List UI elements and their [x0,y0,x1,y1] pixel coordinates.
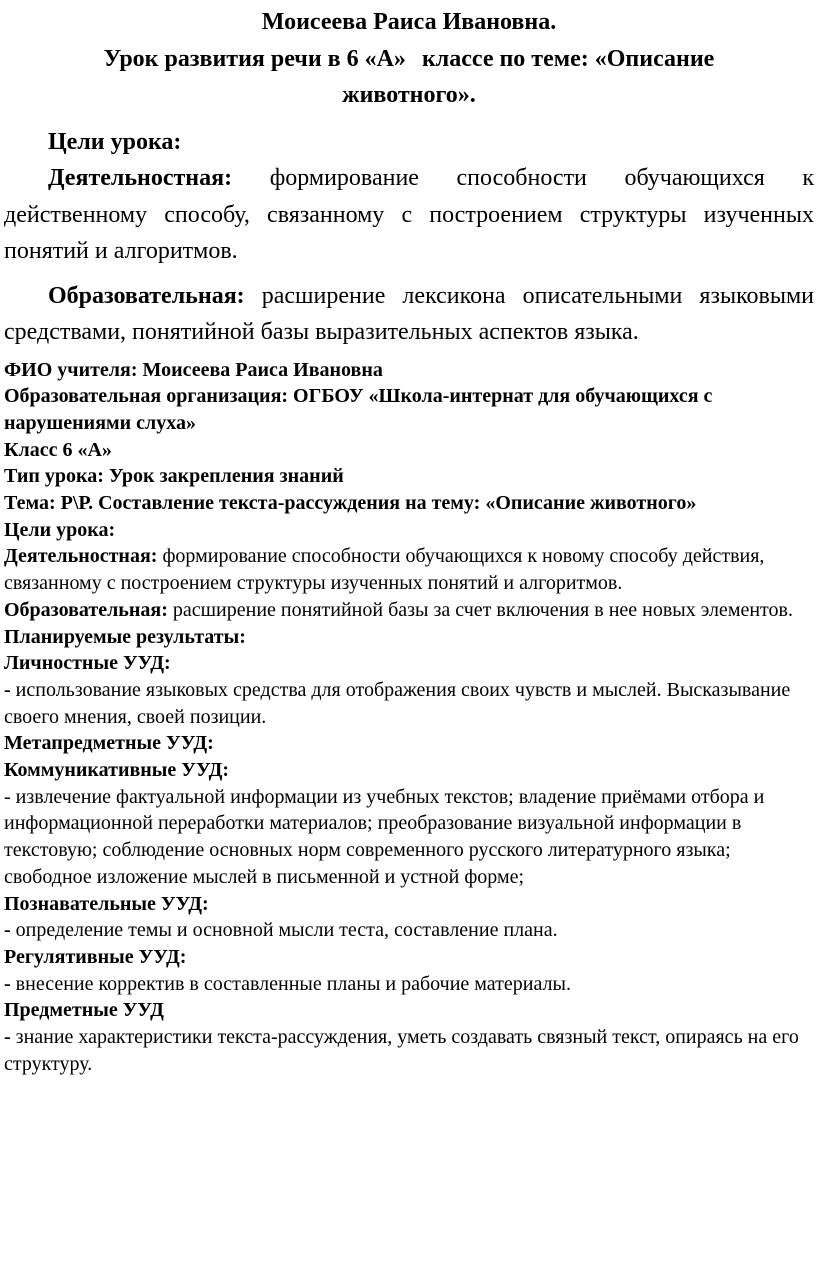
card-activity-text: формирование способности обучающихся к новому способу действия, связанному с построением структуры изученных понятий и алгоритмов. [4,545,765,595]
cog-uud-body: определение темы и основной мысли теста, составление плана. [10,919,558,942]
document-page [0,4,816,1287]
personal-uud-text [4,677,814,730]
lesson-card [4,357,814,1078]
lesson-title-part-1: Урок развития речи в 6 «А» [103,45,406,72]
reg-uud-body: внесение корректив в составленные планы и рабочие материалы. [10,972,571,995]
subj-uud-body: знание характеристики текста-рассуждения, уметь создавать связный текст, опираясь на его структуру. [4,1026,799,1075]
cog-uud-heading: Познавательные УУД: [4,892,209,915]
educational-goal-label: Образовательная: [48,282,245,309]
lesson-type: Тип урока: Урок закрепления знаний [4,465,344,488]
educational-goal-paragraph [4,278,814,351]
card-educational-goal [4,597,814,624]
activity-goal-text: формирование способности обучающихся к действенному способу, связанному с построением структуры изученных понятий и алгоритмов. [4,165,814,264]
organization: Образовательная организация: ОГБОУ «Школа-интернат для обучающихся с нарушениями слуха» [4,385,713,434]
teacher-name: ФИО учителя: Моисеева Раиса Ивановна [4,358,383,381]
subj-uud-dash: - [4,1026,11,1049]
educational-goal-text: расширение лексикона описательными языковыми средствами, понятийной базы выразительных аспектов языка. [4,282,814,345]
personal-uud-dash: - [4,678,11,701]
cog-uud-text [4,917,814,944]
subj-uud-heading: Предметные УУД [4,999,164,1022]
results-heading: Планируемые результаты: [4,625,246,648]
card-activity-goal [4,543,814,596]
reg-uud-heading: Регулятивные УУД: [4,945,187,968]
reg-uud-dash: - [4,972,11,995]
personal-uud-body: использование языковых средства для отображения своих чувств и мыслей. Высказывание своего мнения, своей позиции. [4,678,791,728]
meta-uud-heading: Метапредметные УУД: [4,732,214,755]
personal-uud-heading: Личностные УУД: [4,652,171,675]
lesson-title [4,41,814,114]
subj-uud-text [4,1024,814,1077]
goals-heading: Цели урока: [48,128,182,155]
reg-uud-text [4,971,814,998]
card-educational-label: Образовательная: [4,598,168,621]
lesson-title-part-3: животного». [342,82,476,108]
cog-uud-dash: - [4,919,11,942]
class-name: Класс 6 «А» [4,438,112,461]
comm-uud-heading: Коммуникативные УУД: [4,759,230,782]
activity-goal-label: Деятельностная: [48,165,233,191]
card-educational-text: расширение понятийной базы за счет включения в нее новых элементов. [167,598,793,621]
card-activity-label: Деятельностная: [4,545,158,568]
lesson-title-part-2: классе по теме: «Описание [421,45,715,72]
card-goals-heading: Цели урока: [4,518,116,541]
comm-uud-text: - извлечение фактуальной информации из учебных текстов; владение приёмами отбора и информационной переработки материалов; преобразование визуальной информации в текстовую; соблюдение основных норм современного русского литературного языка; свободное изложение мыслей в письменной и устной форме; [4,785,765,888]
author-heading: Моисеева Раиса Ивановна. [261,9,557,35]
activity-goal-paragraph [4,160,814,270]
lesson-topic: Тема: Р\Р. Составление текста-рассуждения на тему: «Описание животного» [4,492,697,515]
